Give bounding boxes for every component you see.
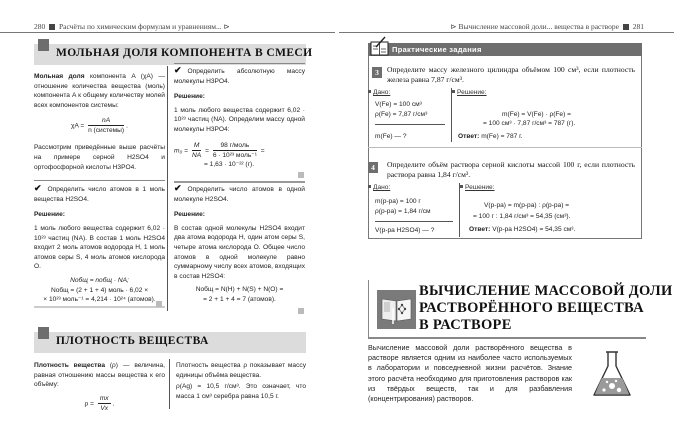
open-book-molecule-icon: [377, 290, 416, 329]
column-divider: [169, 359, 170, 409]
intro-paragraph: Рассмотрим приведённые выше расчёты на примере серной H2SO4 и ортофосфорной кислоты H3PO4.: [34, 144, 165, 171]
fraction-denominator: Vx: [100, 404, 109, 412]
fraction-numerator: M: [193, 141, 200, 149]
task-text: Определите объём раствора серной кислоты массой 100 г, если плотность раствора равна 1,84 г/см³.: [387, 160, 635, 179]
running-title-left: Расчёты по химическим формулам и уравнениям...: [59, 22, 222, 31]
fraction: [213, 141, 257, 160]
example2-task: [174, 66, 305, 86]
divider: [174, 181, 305, 183]
equation: = 2 + 1 + 4 = 7 (атомов).: [203, 295, 276, 303]
formula-lhs: ρ =: [84, 400, 94, 408]
given-label: Дано:: [368, 89, 390, 96]
erlenmeyer-flask-icon: [590, 348, 634, 400]
fraction-numerator: 98 г/моль: [213, 141, 257, 151]
formula-lhs: χA =: [71, 122, 85, 130]
example1-task: [34, 184, 165, 204]
end-marker-icon: [298, 172, 304, 178]
solution-line: = 100 г : 1,84 г/см³ = 54,35 (см³).: [473, 213, 571, 220]
section-title: ПЛОТНОСТЬ ВЕЩЕСТВА: [56, 335, 209, 347]
checkmark-icon: ✔: [174, 65, 182, 75]
divider: [34, 306, 165, 308]
column-density-right: [176, 361, 306, 401]
given-divider: [375, 124, 445, 125]
title-line: РАСТВОРЁННОГО ВЕЩЕСТВА: [419, 300, 644, 316]
solution-line: = 100 см³ · 7,87 г/см³ = 787 (г).: [483, 120, 576, 127]
density-definition: [34, 361, 165, 390]
page-number-right: 281: [632, 22, 644, 31]
answer-value: m(Fe) = 787 г.: [481, 133, 523, 140]
definition-term: Мольная доля: [34, 73, 85, 80]
checkmark-icon: ✔: [34, 183, 42, 194]
fraction: [192, 141, 202, 160]
section-header-density: [34, 332, 306, 353]
answer-label: Ответ:: [469, 226, 491, 233]
task-number: 4: [368, 162, 378, 173]
column-mole-fraction-right: [174, 63, 305, 169]
section-title: МОЛЬНАЯ ДОЛЯ КОМПОНЕНТА В СМЕСИ: [56, 47, 313, 59]
answer-value: V(р-ра H2SO4) = 54,35 см³.: [492, 226, 576, 233]
fraction-denominator: 6 · 10²³ моль⁻¹: [212, 151, 257, 159]
fraction-denominator: NA: [191, 151, 202, 159]
running-title-right: Вычисление массовой доли... вещества в растворе: [458, 22, 619, 31]
definition-term: Плотность вещества: [34, 362, 105, 369]
practice-tasks-header: [368, 43, 642, 56]
equation: Nобщ = N(H) + N(S) + N(O) =: [195, 286, 284, 294]
solution-text: 1 моль любого вещества содержит 6,02 · 10²³ частиц (NA). Определим массу одной молекулы H3PO4:: [174, 106, 305, 133]
equation-lhs: m₀ =: [174, 146, 188, 154]
solution-text: В состав одной молекулы H2SO4 входит два атома водорода H, один атом серы S, четыре атома кислорода O. Общее число атомов в одной молекуле равно суммарному числу всех атомов, входящих в состав H2SO4:: [174, 224, 305, 280]
solution-label: Решение:: [452, 89, 487, 96]
notebook-pencil-icon: [370, 36, 390, 56]
given-line: m(р-ра) = 100 г: [375, 198, 421, 205]
task-text: Определить число атомов в 1 моль вещества H2SO4.: [34, 186, 165, 203]
fraction: [98, 394, 111, 413]
task-separator: [368, 147, 642, 148]
section-title-mass-fraction: [419, 283, 673, 334]
equation: Nобщ = (2 + 1 + 4) моль · 6,02 ×: [50, 286, 149, 294]
given-line: ρ(р-ра) = 1,84 г/см: [375, 208, 431, 215]
task-text: Определите массу железного цилиндра объёмом 100 см³, если плотность железа равна 7,87 г/см³.: [387, 65, 635, 84]
fraction: [88, 116, 124, 135]
column-divider: [167, 66, 168, 311]
square-marker-icon: [623, 24, 629, 30]
find-line: m(Fe) — ?: [375, 133, 407, 140]
intro-paragraph: Вычисление массовой доли растворённого вещества в растворе является одним из наиболее часто используемых в лаборатории и повседневной жизни расчётов. Знание этого расчёта необходимо для приготовления растворов как из твёрдых веществ, так и для разбавления (концентрирования) растворов.: [368, 343, 572, 404]
equation-mass: m₀ = $\frac{M}{NA}$ = $\frac{\text{98 г/моль}}{\text{6 · 10²³ моль⁻¹}}$ =: [174, 141, 265, 159]
example3-task: [174, 184, 305, 204]
definition-text: (ρ) — величина, равная отношению массы вещества к его объёму:: [34, 362, 165, 389]
divider: [34, 180, 165, 181]
running-header-left: 280 Расчёты по химическим формулам и уравнениям... ⊳: [34, 22, 230, 31]
definition-text: компонента A (χA) — отношение количества вещества (моль) компонента A к общему количеству молей всех компонентов системы:: [34, 73, 165, 109]
divider: [174, 63, 305, 64]
definition-paragraph: [34, 72, 165, 110]
column-density-left: [34, 361, 165, 413]
title-line: В РАСТВОРЕ: [419, 317, 512, 333]
formula-density: ρ = $\frac{mx}{Vx}$ .: [84, 394, 115, 412]
column-mole-fraction-right-2: [174, 184, 305, 305]
answer-line: [458, 132, 523, 141]
task-number: 3: [372, 67, 382, 78]
square-marker-icon: [49, 24, 55, 30]
square-marker-icon: [38, 327, 49, 339]
fraction-denominator: n (системы): [88, 127, 125, 135]
solution-label: Решение:: [174, 211, 205, 219]
equation: Nобщ = nобщ · NA;: [70, 276, 129, 284]
density-explanation: Плотность вещества ρ показывает массу единицы объёма вещества.: [176, 362, 306, 379]
solution-label: Решение:: [460, 184, 495, 191]
answer-label: Ответ:: [458, 133, 480, 140]
given-divider: [375, 221, 453, 222]
given-line: V(Fe) = 100 см³: [375, 101, 422, 108]
header-rule-left: [0, 32, 335, 33]
given-solution-divider: [459, 183, 460, 237]
given-label: Дано:: [368, 184, 390, 191]
task-text: Определить число атомов в одной молекуле H2SO4.: [174, 186, 305, 203]
equation-result: = 1,63 · 10⁻²² (г).: [204, 160, 255, 168]
fraction-numerator: mx: [99, 394, 109, 402]
column-mole-fraction-left: [34, 72, 165, 305]
page-number-left: 280: [34, 22, 46, 31]
practice-tasks-title: Практические задания: [392, 44, 482, 54]
solution-label: Решение:: [34, 211, 65, 219]
solution-text: 1 моль любого вещества содержит 6,02 · 10²³ частиц (NA). В состав 1 моль H2SO4 входит 2 моль атомов водорода H, 1 моль атомов серы S, 4 моль атомов кислорода O.: [34, 224, 165, 271]
square-marker-icon: [38, 39, 49, 51]
running-header-right: ⊳ Вычисление массовой доли... вещества в растворе 281: [450, 22, 644, 31]
task-text: Определить абсолютную массу молекулы H3PO4.: [174, 68, 305, 85]
end-marker-icon: [156, 301, 162, 307]
solution-line: V(р-ра) = m(р-ра) : ρ(р-ра) =: [484, 202, 570, 209]
formula-mole-fraction: χA = $\frac{nA}{\text{n (системы)}}$ .: [71, 117, 128, 135]
header-rule-right: [339, 32, 674, 33]
density-example: ρ(Ag) = 10,5 г/см³. Это означает, что масса 1 см³ серебра равна 10,5 г.: [176, 383, 306, 400]
checkmark-icon: ✔: [174, 183, 182, 193]
fraction-numerator: nA: [88, 116, 124, 126]
section-icon-box: [377, 290, 416, 329]
section-header-mole-fraction: [34, 44, 313, 65]
equation: × 10²³ моль⁻¹ = 4,214 · 10²⁴ (атомов).: [43, 296, 156, 304]
end-marker-icon: [298, 308, 304, 314]
answer-line: [469, 225, 575, 234]
given-line: ρ(Fe) = 7,87 г/см³: [375, 111, 428, 118]
given-solution-divider: [451, 88, 452, 142]
solution-label: Решение:: [174, 93, 205, 101]
find-line: V(р-ра H2SO4) — ?: [375, 227, 435, 234]
title-line: ВЫЧИСЛЕНИЕ МАССОВОЙ ДОЛИ: [419, 283, 673, 299]
solution-line: m(Fe) = V(Fe) · ρ(Fe) =: [502, 111, 571, 118]
